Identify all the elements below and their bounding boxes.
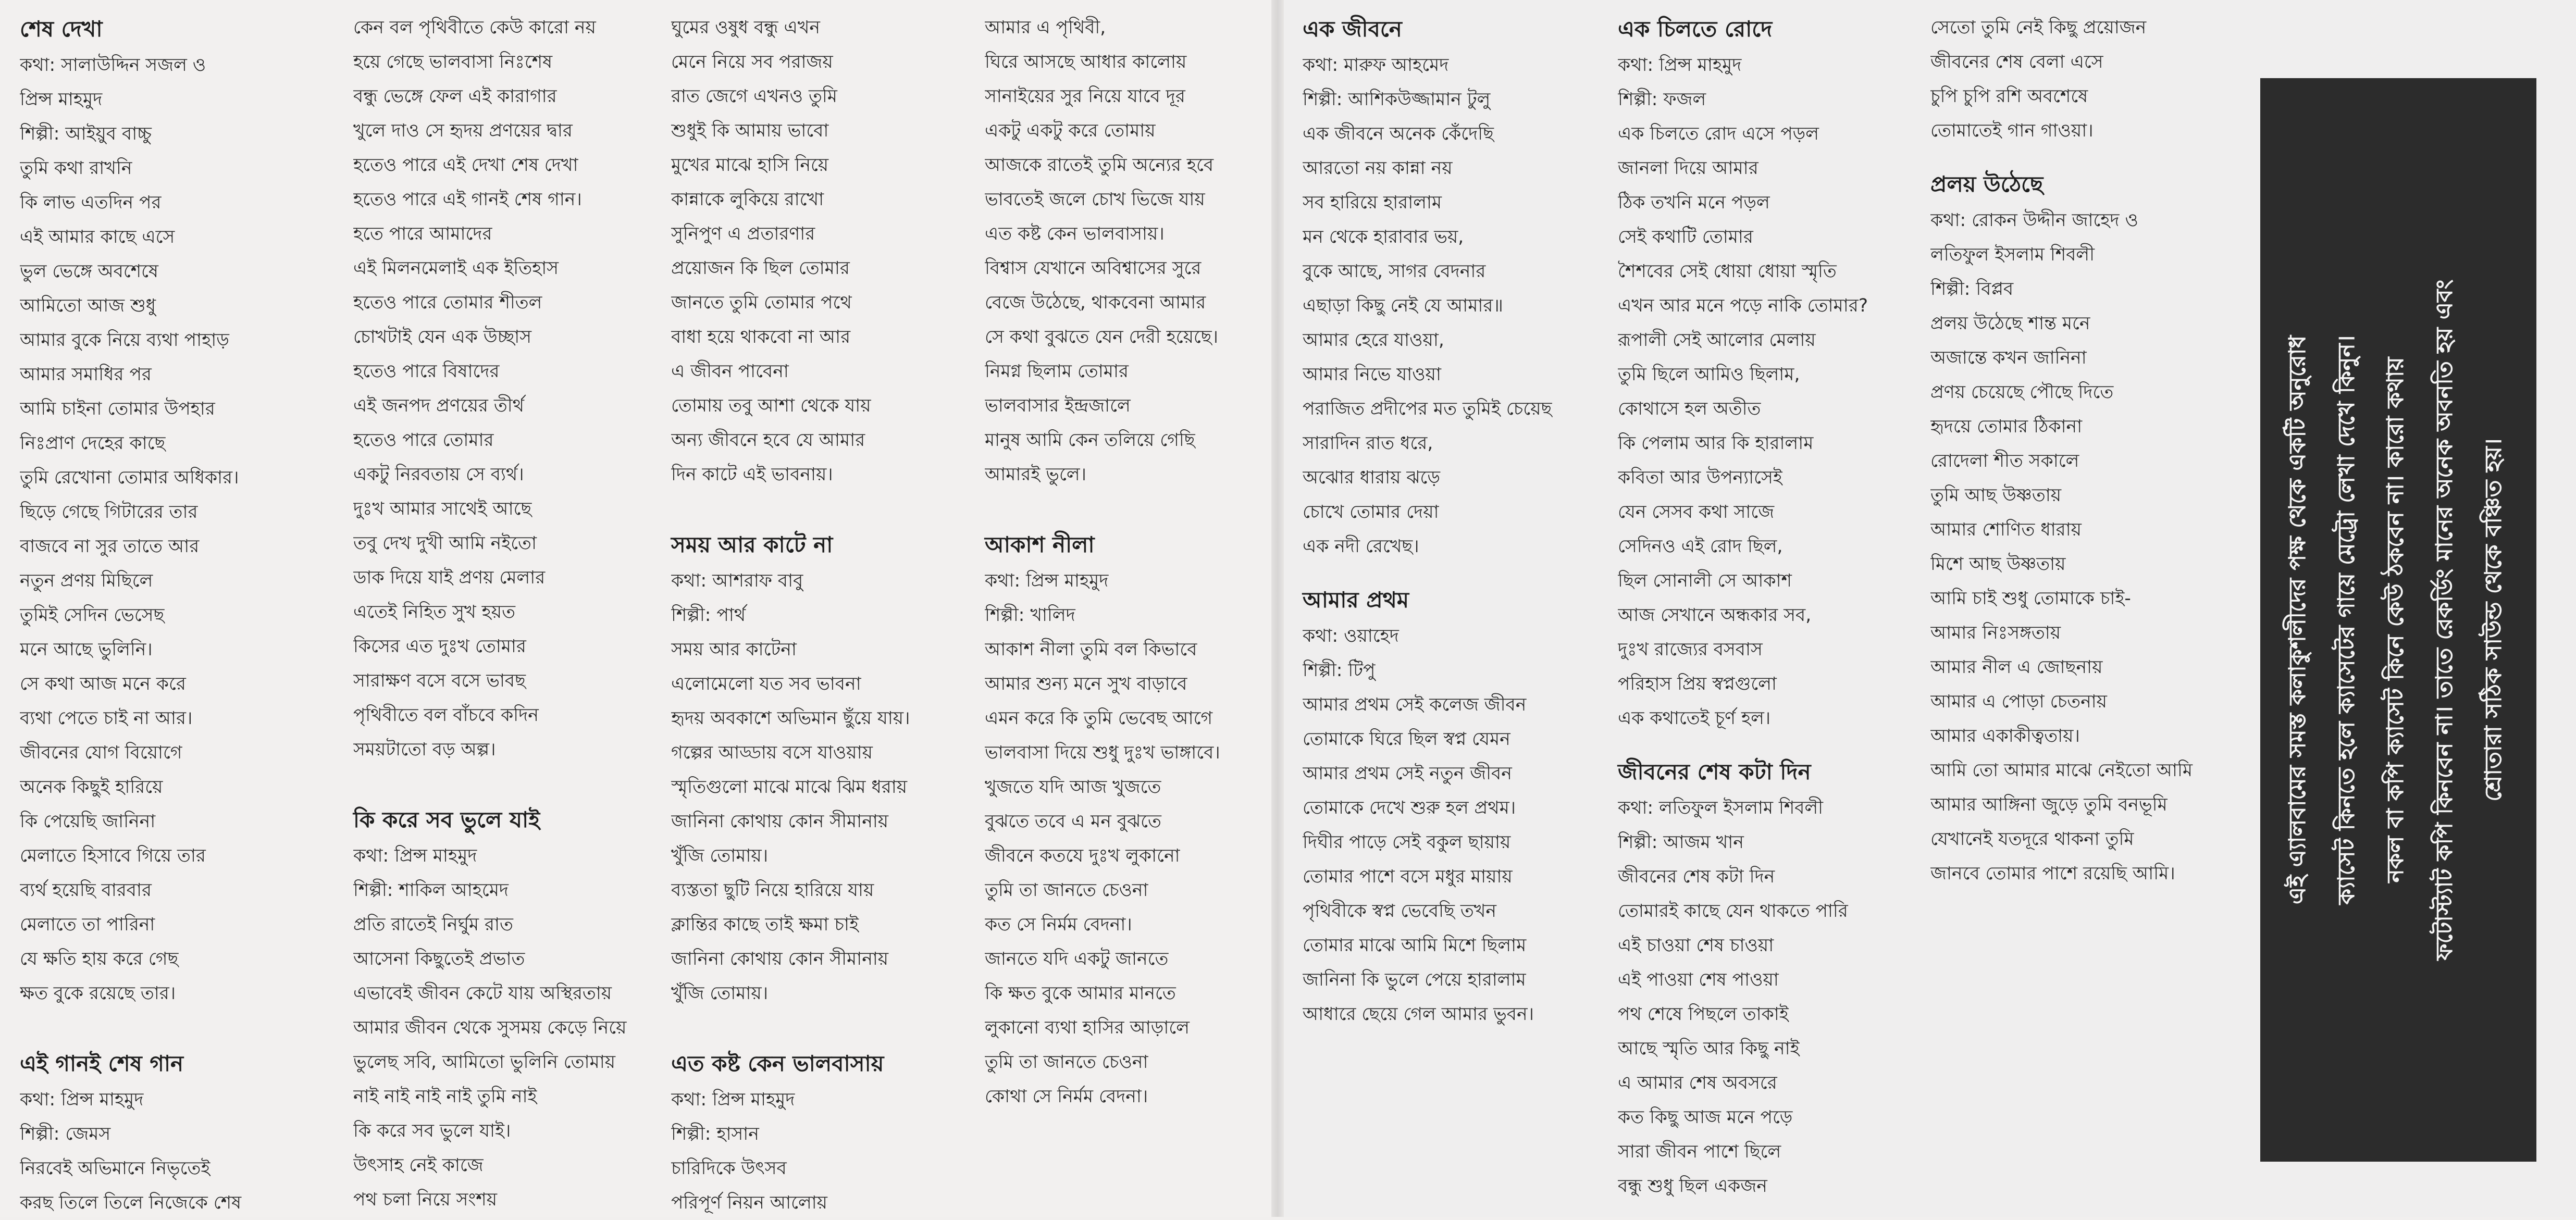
lyric-line: বন্ধু ভেঙ্গে ফেল এই কারাগার [353,86,557,107]
lyric-line: চারিদিকে উৎসব [671,1158,787,1179]
lyric-line: মেনে নিয়ে সব পরাজয় [671,52,833,72]
lyric-line: ঘুমের ওষুধ বন্ধু এখন [671,17,820,38]
lyric-line: আমার সমাধির পর [20,364,152,385]
lyric-line: এমন করে কি তুমি ভেবেছ আগে [985,708,1213,729]
lyric-line: হতেও পারে এই গানই শেষ গান। [353,189,582,210]
lyric-line: ঘিরে আসছে আধার কালোয় [985,52,1187,72]
lyric-line: তুমি আছ উষ্ণতায় [1930,485,2062,506]
lyric-line: জানতে তুমি তোমার পথে [671,292,852,313]
lyric-line: ব্যস্ততা ছুটি নিয়ে হারিয়ে যায় [671,880,874,901]
lyric-line: ডাক দিয়ে যাই প্রণয় মেলার [353,567,546,588]
lyric-line: আমার প্রথম সেই নতুন জীবন [1303,763,1512,784]
lyric-line: পথ চলা নিয়ে সংশয় [353,1189,498,1210]
lyric-line: আমারই ভুলে। [985,464,1086,485]
lyric-line: লতিফুল ইসলাম শিবলী [1930,244,2095,265]
section-spacer [1930,148,2233,166]
lyric-line: এলোমেলো যত সব ভাবনা [671,674,861,694]
lyric-line: তবু দেখ দুখী আমি নইতো [353,533,537,554]
lyric-line: আমার এ পোড়া চেতনায় [1930,691,2108,712]
lyric-line: এই আমার কাছে এসে [20,227,175,247]
notice-text [2273,99,2523,1141]
lyric-line: এই মিলনমেলাই এক ইতিহাস [353,258,559,279]
lyric-line: ভালবাসা দিয়ে শুধু দুঃখ ভাঙ্গাবে। [985,742,1220,763]
lyric-line: হতেও পারে বিষাদের [353,361,500,382]
lyric-line: কি পেলাম আর কি হারালাম [1618,433,1814,454]
lyric-line: আমার শুন্য মনে সুখ বাড়াবে [985,674,1187,694]
lyric-line: ব্যথা পেতে চাই না আর। [20,708,193,729]
lyric-line: খুলে দাও সে হৃদয় প্রণয়ের দ্বার [353,120,573,141]
notice-line: এই এ্যালবামের সমস্ত কলাকুশলীদের পক্ষ থেকে একটি অনুরোধ [2284,335,2311,905]
lyric-line: সারাদিন রাত ধরে, [1303,433,1433,454]
lyric-line: আমিতো আজ শুধু [20,295,156,316]
lyric-line: কথা: ওয়াহেদ [1303,626,1399,646]
lyric-line: তুমি তা জানতে চেওনা [985,1052,1148,1073]
lyric-line: জানিনা কি ভুলে পেয়ে হারালাম [1303,969,1526,990]
lyric-line: ছিল সোনালী সে আকাশ [1618,570,1792,591]
lyric-line: কথা: মারুফ আহমেদ [1303,55,1449,76]
lyric-line: এক জীবনে অনেক কেঁদেছি [1303,123,1494,144]
lyric-line: হতে পারে আমাদের [353,223,492,244]
lyric-line: শিল্পী: শাকিল আহমেদ [353,880,509,901]
lyric-line: বুঝতে তবে এ মন বুঝতে [985,811,1161,832]
lyric-line: ছিড়ে গেছে গিটারের তার [20,502,198,522]
lyric-line: বেজে উঠেছে, থাকবেনা আমার [985,292,1206,313]
lyric-line: মন থেকে হারাবার ভয়, [1303,227,1464,247]
lyric-line: খুঁজি তোমায়। [671,983,769,1004]
lyric-line: আমার জীবন থেকে সুসময় কেড়ে নিয়ে [353,1017,627,1038]
lyric-line: জানলা দিয়ে আমার [1618,158,1758,179]
lyric-line: কান্নাকে লুকিয়ে রাখো [671,189,824,210]
lyric-line: রূপালী সেই আলোর মেলায় [1618,330,1816,351]
lyric-line: অজান্তে কখন জানিনা [1930,347,2087,368]
lyric-line: কথা: প্রিন্স মাহমুদ [353,845,477,866]
lyric-line: আমার আঙ্গিনা জুড়ে তুমি বনভূমি [1930,794,2168,815]
lyric-line: সেতো তুমি নেই কিছু প্রয়োজন [1930,17,2147,38]
lyric-line: অঝোর ধারায় ঝড়ে [1303,467,1441,488]
song-title: এই গানই শেষ গান [20,1051,184,1076]
lyric-line: ভুল ভেঙ্গে অবশেষে [20,261,159,282]
lyric-line: সময় আর কাটেনা [671,639,797,660]
notice-line: নকল বা কপি ক্যাসেট কিনে কেউ ঠকবেন না। কারো কথায় [2382,357,2409,883]
section-spacer [671,492,973,526]
lyric-line: জীবনে কতযে দুঃখ লুকানো [985,845,1180,866]
lyric-line: নিমগ্ন ছিলাম তোমার [985,361,1129,382]
song-title: কি করে সব ভুলে যাই [353,807,540,832]
lyrics-column-2 [353,10,655,1217]
lyric-line: বুকে আছে, সাগর বেদনার [1303,261,1486,282]
lyric-line: কি পেয়েছি জানিনা [20,811,156,832]
lyric-line: হৃদয়ে তোমার ঠিকানা [1930,416,2083,437]
lyric-line: আমি চাইনা তোমার উপহার [20,399,215,419]
lyric-line: সুনিপুণ এ প্রতারণার [671,223,815,244]
song-title: এক জীবনে [1303,16,1402,42]
lyric-line: কবিতা আর উপন্যাসেই [1618,467,1782,488]
lyric-line: সারাক্ষণ বসে বসে ভাবছ [353,670,526,691]
lyric-line: জানতে যদি একটু জানতে [985,949,1169,969]
lyric-line: শৈশবের সেই ধোয়া ধোয়া স্মৃতি [1618,261,1837,282]
lyric-line: এত কষ্ট কেন ভালবাসায়। [985,223,1165,244]
lyric-line: কথা: আশরাফ বাবু [671,570,803,591]
lyric-line: কথা: সালাউদ্দিন সজল ও [20,55,206,76]
lyric-line: খুঁজি তোমায়। [671,845,769,866]
lyric-line: মনে আছে ভুলিনি। [20,639,153,660]
song-title: আমার প্রথম [1303,587,1409,613]
lyric-line: দিঘীর পাড়ে সেই বকুল ছায়ায় [1303,832,1511,853]
lyric-line: একটু একটু করে তোমায় [985,120,1156,141]
lyric-line: এখন আর মনে পড়ে নাকি তোমার? [1618,295,1868,316]
lyric-line: সে কথা বুঝতে যেন দেরী হয়েছে। [985,327,1219,347]
lyric-line: শিল্পী: আশিকউজ্জামান টুলু [1303,89,1491,110]
lyric-line: বাজবে না সুর তাতে আর [20,536,200,557]
lyric-line: তোমায় তবু আশা থেকে যায় [671,395,871,416]
notice-line: শ্রোতারা সঠিক সাউন্ড থেকে বঞ্চিত হয়। [2480,438,2507,802]
notice-line: ক্যাসেট কিনতে হলে ক্যাসেটের গায়ে মেট্রো লেখা দেখে কিনুন। [2333,335,2360,905]
lyric-line: আসেনা কিছুতেই প্রভাত [353,949,525,969]
lyric-line: করছ তিলে তিলে নিজেকে শেষ [20,1192,242,1213]
lyric-line: মিশে আছ উষ্ণতায় [1930,554,2066,575]
lyric-line: এক কথাতেই চূর্ণ হল। [1618,708,1771,729]
lyric-line: আছে স্মৃতি আর কিছু নাই [1618,1038,1800,1059]
lyric-line: চোখটাই যেন এক উচ্ছাস [353,327,532,347]
lyric-line: কি লাভ এতদিন পর [20,192,162,213]
lyrics-column-5 [1303,10,1605,1031]
lyric-line: ব্যর্থ হয়েছি বারবার [20,880,152,901]
lyric-line: শিল্পী: হাসান [671,1124,759,1144]
lyric-line: কথা: লতিফুল ইসলাম শিবলী [1618,798,1824,818]
lyric-line: তুমি ছিলে আমিও ছিলাম, [1618,364,1800,385]
lyric-line: অন্য জীবনে হবে যে আমার [671,430,865,451]
section-spacer [1303,564,1605,581]
lyric-line: প্রয়োজন কি ছিল তোমার [671,258,850,279]
lyric-line: কি করে সব ভুলে যাই। [353,1121,511,1141]
lyric-line: তোমাতেই গান গাওয়া। [1930,120,2094,141]
lyric-line: যেখানেই যতদূরে থাকনা তুমি [1930,829,2134,850]
lyric-line: ভালবাসার ইন্দ্রজালে [985,395,1131,416]
lyric-line: তুমি তা জানতে চেওনা [985,880,1148,901]
lyric-line: কথা: প্রিন্স মাহমুদ [1618,55,1742,76]
lyric-line: বাধা হয়ে থাকবো না আর [671,327,851,347]
lyric-line: শিল্পী: পার্থ [671,605,746,626]
lyric-line: পথ শেষে পিছলে তাকাই [1618,1004,1789,1025]
lyric-line: তুমিই সেদিন ভেসেছ [20,605,165,626]
lyric-line: হয়ে গেছে ভালবাসা নিঃশেষ [353,52,553,72]
lyric-line: প্রিন্স মাহমুদ [20,89,103,110]
lyric-line: কত সে নির্মম বেদনা। [985,914,1132,935]
lyric-line: জীবনের শেষ বেলা এসে [1930,52,2103,72]
lyric-line: উৎসাহ নেই কাজে [353,1155,484,1176]
lyric-line: আকাশ নীলা তুমি বল কিভাবে [985,639,1197,660]
lyric-line: পৃথিবীকে স্বপ্ন ভেবেছি তখন [1303,901,1496,922]
lyric-line: কোথাসে হল অতীত [1618,399,1761,419]
lyric-line: কথা: প্রিন্স মাহমুদ [985,570,1109,591]
lyric-line: চোখে তোমার দেয়া [1303,502,1439,522]
lyrics-column-6 [1618,10,1920,1203]
lyric-line: রাত জেগে এখনও তুমি [671,86,837,107]
lyric-line: মুখের মাঝে হাসি নিয়ে [671,155,829,176]
song-title: শেষ দেখা [20,16,103,42]
lyric-line: তোমারই কাছে যেন থাকতে পারি [1618,901,1848,922]
lyric-line: আমার নীল এ জোছনায় [1930,657,2103,678]
lyric-line: শিল্পী: টিপু [1303,660,1376,681]
section-spacer [985,492,1287,526]
lyrics-column-1 [20,10,322,1220]
lyric-line: আমার নিভে যাওয়া [1303,364,1441,385]
lyric-line: দিন কাটে এই ভাবনায়। [671,464,833,485]
lyric-line: শিল্পী: আজম খান [1618,832,1744,853]
lyric-line: শিল্পী: আইয়ুব বাচ্চু [20,123,152,144]
lyric-line: আমি চাই শুধু তোমাকে চাই- [1930,588,2131,609]
lyric-line: দুঃখ রাজ্যের বসবাস [1618,639,1763,660]
lyric-line: রোদেলা শীত সকালে [1930,451,2079,471]
lyric-line: যেন সেসব কথা সাজে [1618,502,1775,522]
lyric-line: তোমার পাশে বসে মধুর মায়ায় [1303,866,1513,887]
lyric-line: পরিপূর্ণ নিয়ন আলোয় [671,1192,827,1213]
lyric-line: বন্ধু শুধু ছিল একজন [1618,1176,1767,1197]
lyric-line: প্রণয় চেয়েছে পৌছে দিতে [1930,382,2114,403]
lyric-line: আমার একাকীত্বতায়। [1930,726,2080,746]
lyric-line: লুকানো ব্যথা হাসির আড়ালে [985,1017,1190,1038]
lyric-line: এতেই নিহিত সুখ হয়ত [353,602,515,623]
lyric-line: অনেক কিছুই হারিয়ে [20,777,163,798]
lyric-line: কত কিছু আজ মনে পড়ে [1618,1107,1793,1128]
lyric-line: চুপি চুপি রশি অবশেষে [1930,86,2088,107]
lyric-line: আমার প্রথম সেই কলেজ জীবন [1303,694,1527,715]
lyrics-column-7 [1930,10,2233,891]
lyric-line: সারা জীবন পাশে ছিলে [1618,1141,1781,1162]
lyric-line: আমি তো আমার মাঝে নেইতো আমি [1930,760,2193,781]
lyric-line: কি ক্ষত বুকে আমার মানতে [985,983,1176,1004]
lyric-line: কেন বল পৃথিবীতে কেউ কারো নয় [353,17,596,38]
lyric-line: স্মৃতিগুলো মাঝে মাঝে ঝিম ধরায় [671,777,908,798]
lyric-line: নাই নাই নাই নাই তুমি নাই [353,1086,537,1107]
lyrics-column-3 [671,10,973,1220]
lyrics-column-4 [985,10,1287,1114]
lyric-line: মানুষ আমি কেন তলিয়ে গেছি [985,430,1195,451]
lyric-line: এভাবেই জীবন কেটে যায় অস্থিরতায় [353,983,612,1004]
lyric-line: আমার বুকে নিয়ে ব্যথা পাহাড় [20,330,229,351]
notice-line: ফটোস্ট্যাট কপি কিনবেন না। তাতে রেকর্ডিং মানের অনেক অবনতি হয় এবং [2431,279,2458,961]
lyric-line: এ আমার শেষ অবসরে [1618,1073,1777,1093]
lyric-line: সেই কথাটি তোমার [1618,227,1753,247]
lyric-line: ঠিক তখনি মনে পড়ল [1618,192,1770,213]
lyric-line: ভাবতেই জলে চোখ ভিজে যায় [985,189,1205,210]
lyric-line: আধারে ছেয়ে গেল আমার ভুবন। [1303,1004,1534,1025]
lyric-line: সে কথা আজ মনে করে [20,674,186,694]
lyric-line: এ জীবন পাবেনা [671,361,789,382]
lyric-line: এই জনপদ প্রণয়ের তীর্থ [353,395,524,416]
lyric-line: শিল্পী: খালিদ [985,605,1075,626]
lyric-line: তোমাকে ঘিরে ছিল স্বপ্ন যেমন [1303,729,1510,750]
lyric-line: আমার এ পৃথিবী, [985,17,1106,38]
lyric-line: শুধুই কি আমায় ভাবো [671,120,829,141]
song-title: সময় আর কাটে না [671,532,833,557]
lyric-line: আজ সেখানে অন্ধকার সব, [1618,605,1812,626]
lyric-line: তোমার মাঝে আমি মিশে ছিলাম [1303,935,1527,956]
section-spacer [1618,736,1920,753]
lyric-line: আমার নিঃসঙ্গতায় [1930,623,2061,643]
lyric-line: সময়টাতো বড় অল্প। [353,739,496,760]
lyric-line: প্রতি রাতেই নির্ঘুম রাত [353,914,513,935]
lyric-line: ক্ষত বুকে রয়েছে তার। [20,983,176,1004]
lyric-line: হতেও পারে এই দেখা শেষ দেখা [353,155,578,176]
lyric-line: পরাজিত প্রদীপের মত তুমিই চেয়েছ [1303,399,1552,419]
lyric-line: জানিনা কোথায় কোন সীমানায় [671,949,889,969]
lyric-line: এই পাওয়া শেষ পাওয়া [1618,969,1779,990]
lyric-line: তুমি রেখোনা তোমার অধিকার। [20,467,239,488]
lyric-line: বিশ্বাস যেখানে অবিশ্বাসের সুরে [985,258,1202,279]
lyric-line: শিল্পী: ফজল [1618,89,1706,110]
lyric-line: কথা: প্রিন্স মাহমুদ [671,1089,795,1110]
lyric-line: প্রলয় উঠেছে শান্ত মনে [1930,313,2090,334]
song-title: এক চিলতে রোদে [1618,16,1773,42]
section-spacer [353,767,655,801]
lyric-line: এক চিলতে রোদ এসে পড়ল [1618,123,1819,144]
lyric-line: সব হারিয়ে হারালাম [1303,192,1442,213]
lyric-line: এই চাওয়া শেষ চাওয়া [1618,935,1774,956]
section-spacer [20,1011,322,1045]
lyric-line: আমার হেরে যাওয়া, [1303,330,1444,351]
lyric-line: নিরবেই অভিমানে নিভৃতেই [20,1158,210,1179]
lyric-line: তোমাকে দেখে শুরু হল প্রথম। [1303,798,1516,818]
lyric-line: যে ক্ষতি হায় করে গেছ [20,949,179,969]
lyric-line: নিঃপ্রাণ দেহের কাছে [20,433,166,454]
lyric-line: কোথা সে নির্মম বেদনা। [985,1086,1148,1107]
lyric-line: হতেও পারে তোমার [353,430,494,451]
lyric-line: এছাড়া কিছু নেই যে আমার॥ [1303,295,1503,316]
lyric-line: সানাইয়ের সুর নিয়ে যাবে দূর [985,86,1185,107]
lyric-line: কিসের এত দুঃখ তোমার [353,636,526,657]
lyric-line: দুঃখ আমার সাথেই আছে [353,499,532,519]
anti-piracy-notice [2260,78,2536,1162]
lyric-line: কথা: রোকন উদ্দীন জাহেদ ও [1930,210,2138,231]
lyric-line: আরতো নয় কান্না নয় [1303,158,1453,179]
lyric-line: জানিনা কোথায় কোন সীমানায় [671,811,889,832]
lyric-line: শিল্পী: বিপ্লব [1930,279,2014,300]
lyric-line: জানবে তোমার পাশে রয়েছি আমি। [1930,863,2175,884]
lyric-line: খুজতে যদি আজ খুজতে [985,777,1161,798]
lyric-line: হৃদয় অবকাশে অভিমান ছুঁয়ে যায়। [671,708,910,729]
lyric-line: কথা: প্রিন্স মাহমুদ [20,1089,144,1110]
song-title: জীবনের শেষ কটা দিন [1618,759,1811,785]
lyric-line: ক্লান্তির কাছে তাই ক্ষমা চাই [671,914,859,935]
lyric-line: তুমি কথা রাখনি [20,158,132,179]
lyric-line: পরিহাস প্রিয় স্বপ্নগুলো [1618,674,1777,694]
lyric-line: একটু নিরবতায় সে ব্যর্থ। [353,464,524,485]
lyric-line: আমার শোণিত ধারায় [1930,519,2082,540]
lyric-line: শিল্পী: জেমস [20,1124,111,1144]
lyric-line: জীবনের শেষ কটা দিন [1618,866,1775,887]
lyric-line: আজকে রাতেই তুমি অন্যের হবে [985,155,1214,176]
lyric-line: জীবনের যোগ বিয়োগে [20,742,182,763]
lyric-line: এক নদী রেখেছ। [1303,536,1419,557]
lyric-line: মেলাতে হিসাবে গিয়ে তার [20,845,206,866]
lyric-line: সেদিনও এই রোদ ছিল, [1618,536,1783,557]
lyric-line: মেলাতে তা পারিনা [20,914,155,935]
song-title: প্রলয় উঠেছে [1930,171,2044,197]
lyric-line: ভুলেছ সবি, আমিতো ভুলিনি তোমায় [353,1052,616,1073]
song-title: আকাশ নীলা [985,532,1095,557]
lyric-line: গল্পের আড্ডায় বসে যাওয়ায় [671,742,873,763]
song-title: এত কষ্ট কেন ভালবাসায় [671,1051,884,1076]
lyric-line: পৃথিবীতে বল বাঁচবে কদিন [353,705,539,726]
section-spacer [671,1011,973,1045]
lyric-line: নতুন প্রণয় মিছিলে [20,570,153,591]
lyric-line: হতেও পারে তোমার শীতল [353,292,542,313]
